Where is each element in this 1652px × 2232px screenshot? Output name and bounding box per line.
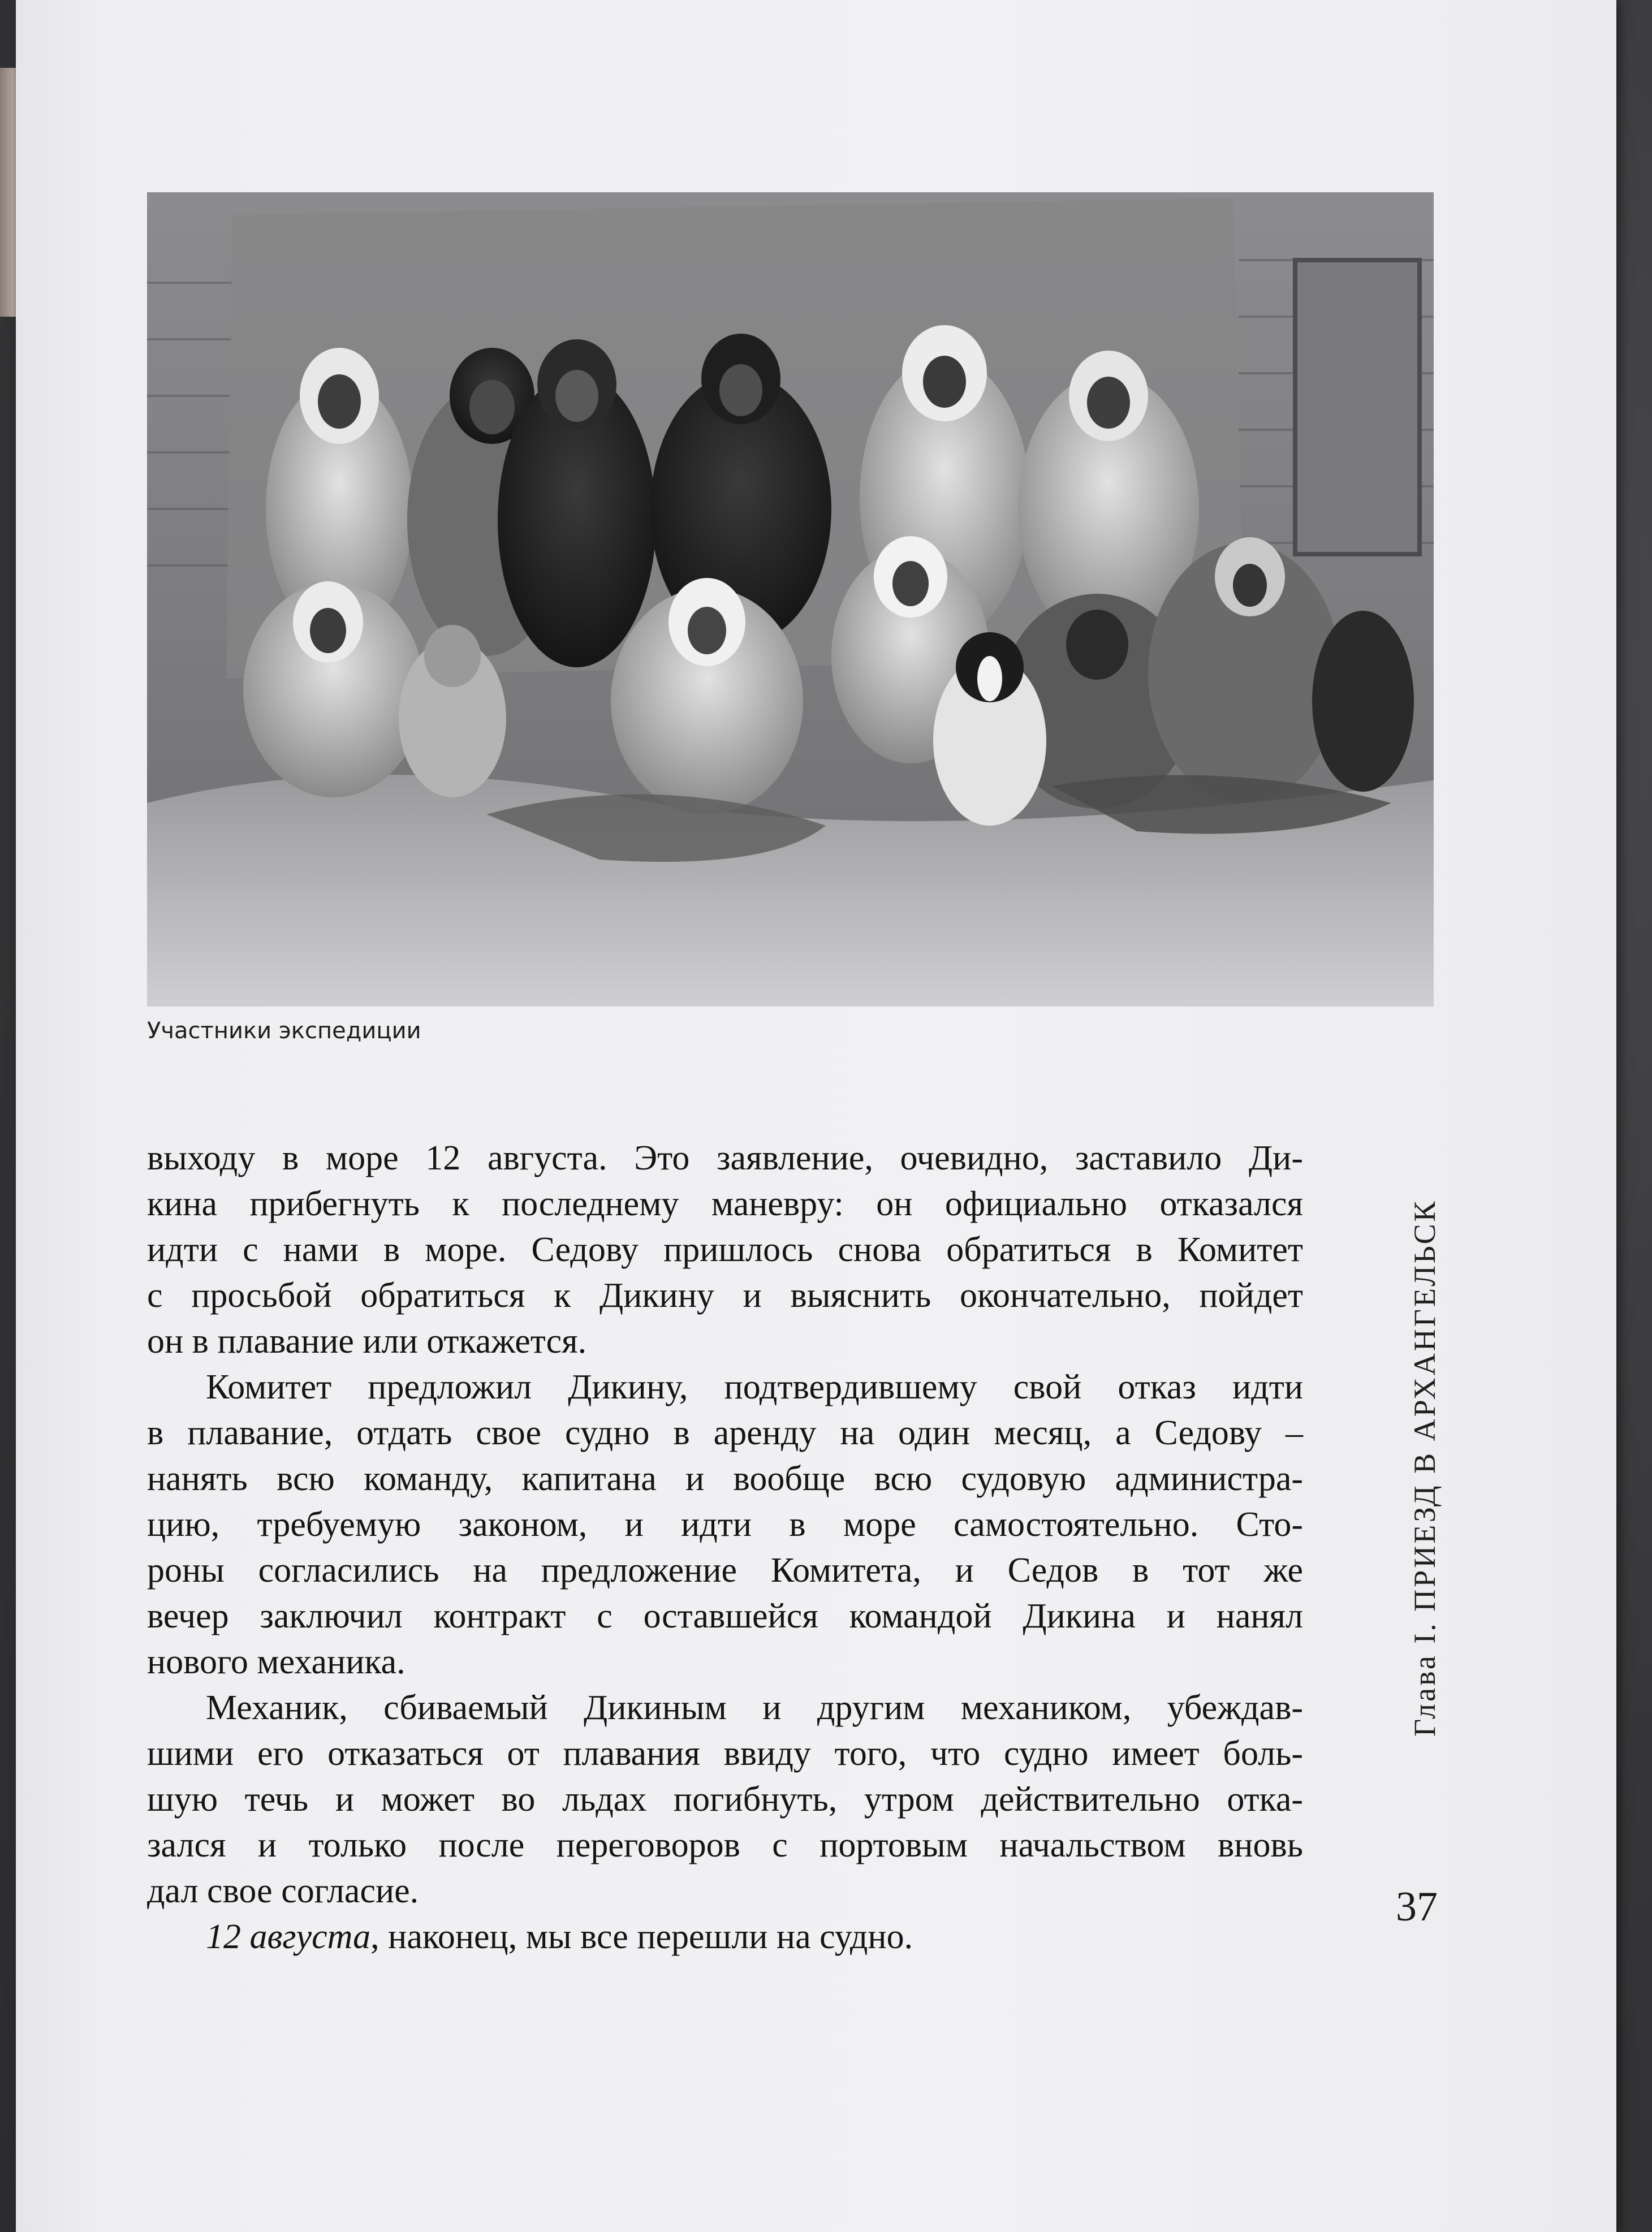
text-line: зался и только после переговоров с портовым начальством вновь bbox=[147, 1826, 1303, 1864]
page-number: 37 bbox=[1396, 1884, 1438, 1930]
text-line: нового механика. bbox=[147, 1643, 406, 1681]
running-head: Глава I. ПРИЕЗД В АРХАНГЕЛЬСК bbox=[1408, 1199, 1442, 1737]
paragraph-1 bbox=[147, 1136, 1303, 1365]
expedition-photo bbox=[147, 192, 1434, 1007]
text-line: выходу в море 12 августа. Это заявление, очевидно, заставило Ди- bbox=[147, 1139, 1303, 1177]
body-text bbox=[147, 1136, 1303, 1960]
paragraph-4 bbox=[147, 1914, 1303, 1960]
text-line: нанять всю команду, капитана и вообще всю судовую администра- bbox=[147, 1460, 1303, 1498]
book-page bbox=[16, 0, 1616, 2232]
text-line: идти с нами в море. Седову пришлось снова обратиться в Комитет bbox=[147, 1231, 1303, 1269]
text-line: шую течь и может во льдах погибнуть, утром действительно отка- bbox=[147, 1780, 1303, 1819]
text-line: кина прибегнуть к последнему маневру: он официально отказался bbox=[147, 1185, 1303, 1223]
text-line: дал свое согласие. bbox=[147, 1872, 419, 1910]
photo-caption: Участники экспедиции bbox=[147, 1018, 421, 1044]
text-line: с просьбой обратиться к Дикину и выяснить окончательно, пойдет bbox=[147, 1276, 1303, 1315]
paragraph-2 bbox=[147, 1365, 1303, 1685]
text-line: Механик, сбиваемый Дикиным и другим механиком, убеждав- bbox=[206, 1689, 1303, 1727]
text-line: цию, требуемую законом, и идти в море самостоятельно. Сто- bbox=[147, 1505, 1303, 1544]
text-line bbox=[147, 1914, 1303, 1960]
text-line: шими его отказаться от плавания ввиду того, что судно имеет боль- bbox=[147, 1734, 1303, 1773]
date-italic: 12 августа bbox=[206, 1918, 371, 1956]
paragraph-3 bbox=[147, 1685, 1303, 1914]
text-line: роны согласились на предложение Комитета, и Седов в тот же bbox=[147, 1551, 1303, 1590]
text-line: он в плавание или откажется. bbox=[147, 1322, 587, 1361]
text-line: в плавание, отдать свое судно в аренду на один месяц, а Седову – bbox=[147, 1414, 1303, 1452]
final-line-rest: , наконец, мы все перешли на судно. bbox=[370, 1918, 913, 1956]
text-line: вечер заключил контракт с оставшейся командой Дикина и нанял bbox=[147, 1597, 1303, 1635]
photo-illustration bbox=[147, 192, 1434, 1007]
text-line: Комитет предложил Дикину, подтвердившему свой отказ идти bbox=[206, 1368, 1303, 1406]
